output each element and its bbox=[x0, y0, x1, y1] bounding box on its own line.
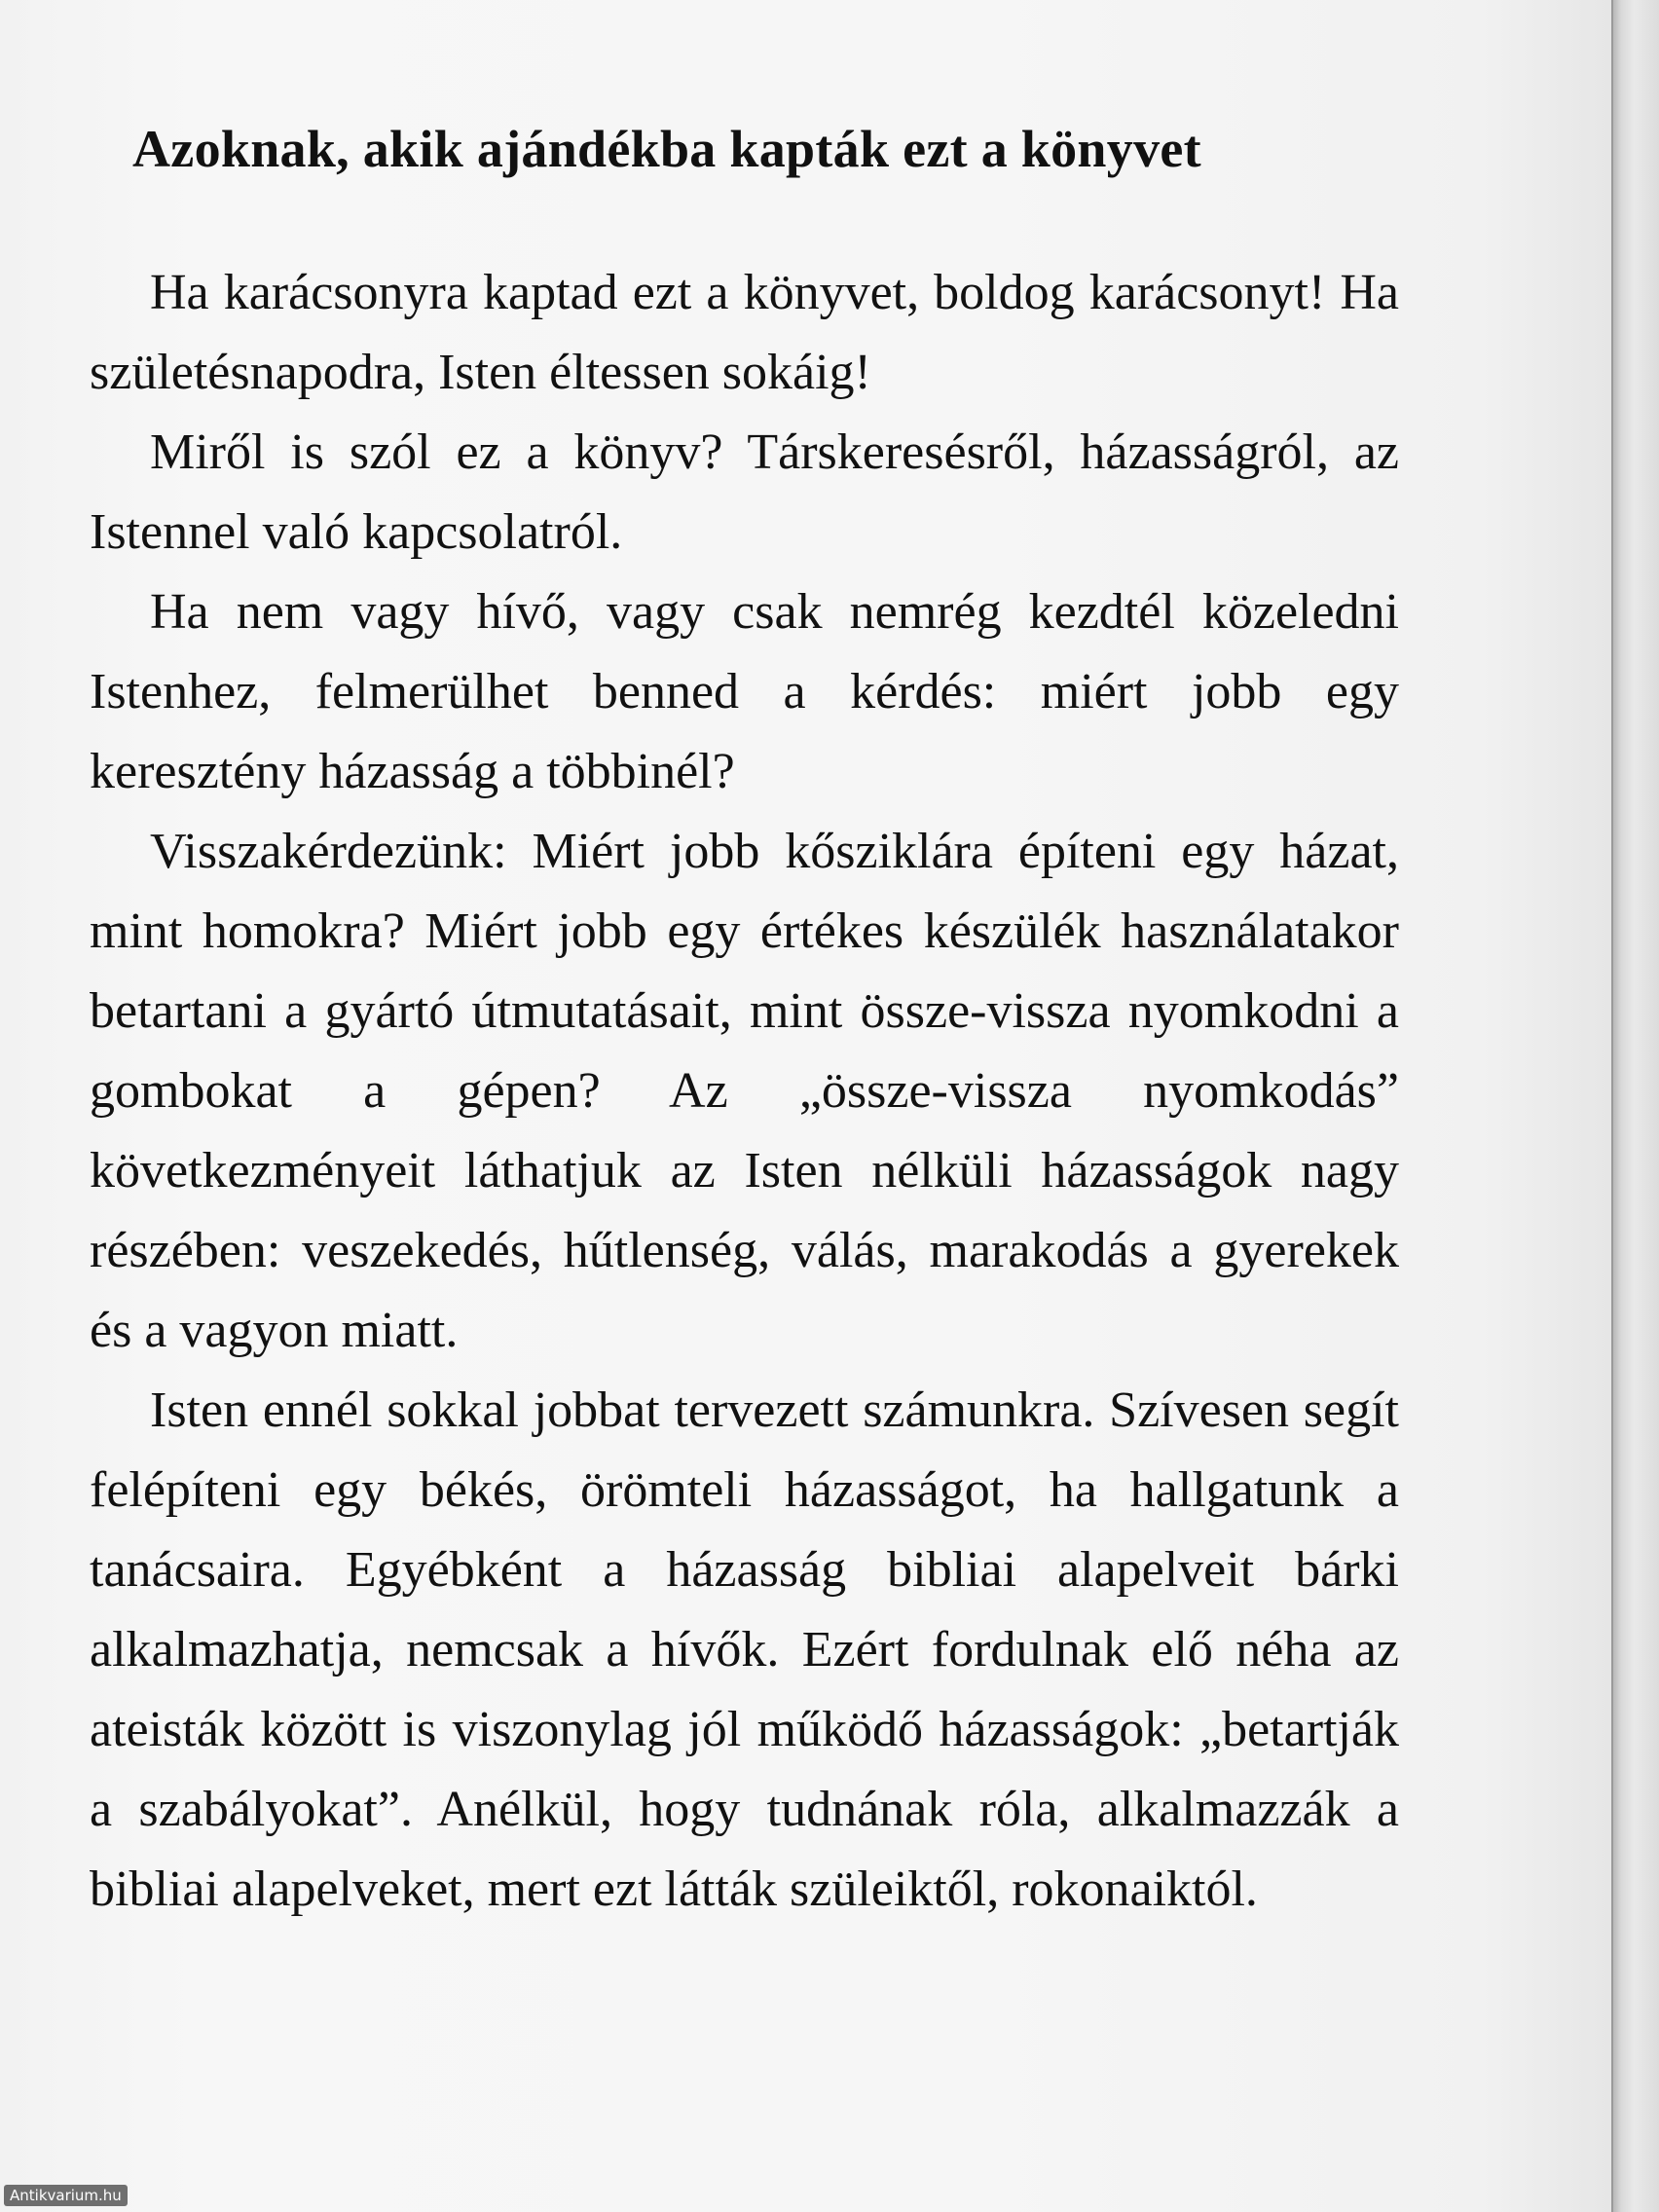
page-title: Azoknak, akik ajándékba kapták ezt a könyvet bbox=[132, 120, 1201, 178]
paragraph-2: Miről is szól ez a könyv? Társkeresésről, házasságról, az Istennel való kapcsolatról. bbox=[90, 424, 1399, 560]
paragraph-1: Ha karácsonyra kaptad ezt a könyvet, boldog karácsonyt! Ha születésnapodra, Isten éltessen sokáig! bbox=[90, 265, 1399, 400]
paragraph-5: Isten ennél sokkal jobbat tervezett számunkra. Szívesen segít felépíteni egy békés, örömteli házasságot, ha hallgatunk a tanácsaira. Egyébként a házasság bibliai alapelveit bárki alkalmazhatja, nemcsak a hívők. Ezért fordulnak elő néha az ateisták között is viszonylag jól működő házasságok: „betartják a szabályokat”. Anélkül, hogy tudnának róla, alkalmazzák a bibliai alapelveket, mert ezt látták szüleiktől, rokonaiktól. bbox=[90, 1382, 1399, 1917]
adjacent-page-edge bbox=[1611, 0, 1659, 2212]
paragraph-3: Ha nem vagy hívő, vagy csak nemrég kezdtél közeledni Istenhez, felmerülhet benned a kérdés: miért jobb egy keresztény házasság a többinél? bbox=[90, 584, 1399, 799]
page-content bbox=[90, 115, 1399, 1930]
paragraph-4: Visszakérdezünk: Miért jobb kősziklára építeni egy házat, mint homokra? Miért jobb egy értékes készülék használatakor betartani a gyártó útmutatásait, mint össze-vissza nyomkodni a gombokat a gépen? Az „össze-vissza nyomkodás” következményeit láthatjuk az Isten nélküli házasságok nagy részében: veszekedés, hűtlenség, válás, marakodás a gyerekek és a vagyon miatt. bbox=[90, 824, 1399, 1358]
source-watermark: Antikvarium.hu bbox=[4, 2185, 128, 2206]
